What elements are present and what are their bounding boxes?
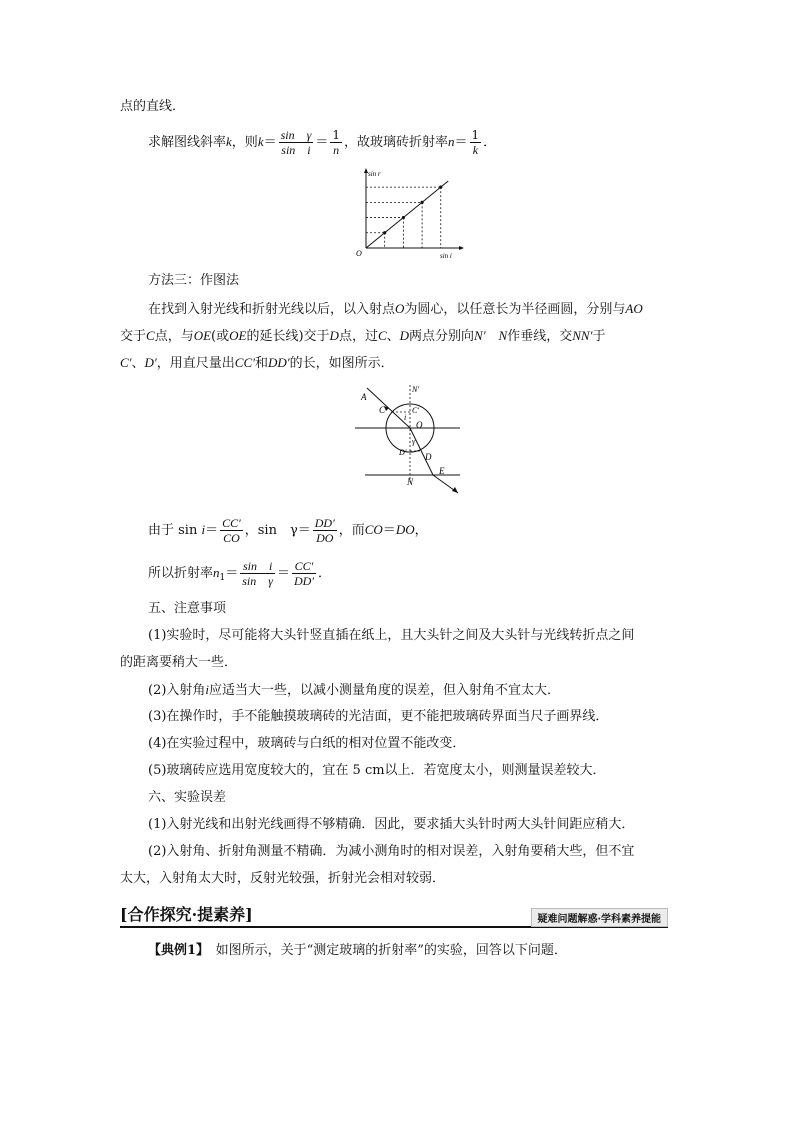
example-line <box>148 942 567 960</box>
data-point <box>439 186 442 189</box>
var: OE <box>193 328 212 343</box>
method-heading <box>148 272 239 290</box>
x-axis-arrow <box>459 246 464 250</box>
text-line <box>148 627 634 645</box>
text-line <box>120 654 237 672</box>
text-line <box>148 843 634 861</box>
text-line <box>148 816 634 834</box>
label-d: D <box>425 452 432 462</box>
text: 于 <box>592 329 606 344</box>
data-point <box>420 201 423 204</box>
text: 、 <box>131 356 145 371</box>
text: ，用直尺量出 <box>156 356 235 371</box>
var: AO <box>625 301 643 316</box>
text: 点的直线． <box>120 99 186 114</box>
text-line <box>120 98 185 116</box>
text: 点，过 <box>338 329 378 344</box>
text: 的延长线)交于 <box>246 329 330 344</box>
fraction <box>313 516 337 545</box>
numerator: CC′ <box>292 559 316 574</box>
var: D <box>399 328 410 343</box>
label-n: N <box>407 477 414 487</box>
banner-title: [合作探究·提素养] <box>120 905 253 924</box>
text: 六、实验误差 <box>148 790 227 805</box>
subscript: 1 <box>219 573 226 583</box>
denominator: k <box>472 143 479 157</box>
denominator: sin i <box>281 143 311 157</box>
text: 应适当大一些，以减小测量角度的误差，但入射角不宜太大． <box>209 683 561 698</box>
denominator: DD′ <box>294 574 314 588</box>
label-n-prime: N′ <box>412 385 420 394</box>
var: i <box>201 522 206 537</box>
var: k <box>257 134 264 149</box>
refraction-circle-diagram <box>355 380 465 498</box>
var: k <box>226 134 232 149</box>
text: 为圆心，以任意长为半径画圆，分别与 <box>404 302 626 317</box>
var: DD′ <box>267 355 290 370</box>
text: 两点分别向 <box>409 329 475 344</box>
text: ＝ <box>225 566 239 581</box>
text: 、 <box>386 329 400 344</box>
text: ＝ <box>315 135 329 150</box>
var: i <box>205 682 210 697</box>
text: ， <box>414 523 428 538</box>
text: 五、注意事项 <box>148 601 227 616</box>
numerator: sin γ <box>280 128 312 142</box>
text: ＝ <box>277 566 291 581</box>
text: (3)在操作时，手不能触摸玻璃砖的光洁面，更不能把玻璃砖界面当尺子画界线． <box>148 709 609 724</box>
text-line <box>148 300 643 319</box>
text: ． <box>483 135 497 150</box>
fraction <box>220 516 243 545</box>
var: CC′ <box>234 355 255 370</box>
section-banner <box>120 904 668 928</box>
example-text: 如图所示，关于“测定玻璃的折射率”的实验，回答以下问题． <box>215 943 567 958</box>
var: CO <box>364 522 383 537</box>
label-o: O <box>416 420 423 430</box>
label-i: i <box>404 413 407 422</box>
text: 点，与 <box>154 329 194 344</box>
text: 作垂线，交 <box>507 329 573 344</box>
text-line <box>120 327 605 346</box>
text: 由于 sin <box>148 523 198 538</box>
data-point <box>383 231 386 234</box>
numerator: sin i <box>240 559 275 574</box>
numerator: CC′ <box>222 516 241 530</box>
label-gamma: γ <box>412 437 416 446</box>
data-point <box>402 216 405 219</box>
text: (1)入射光线和出射光线画得不够精确．因此，要求插大头针时两大头针间距应稍大． <box>148 817 635 832</box>
label-c-prime: C′ <box>412 406 420 415</box>
var: N′ N <box>474 328 508 343</box>
slope-formula <box>148 125 496 160</box>
label-e: E <box>439 466 445 476</box>
text: 的距离要稍大一些． <box>120 655 238 670</box>
text: 在找到入射光线和折射光线以后，以入射点 <box>148 302 396 317</box>
var: n <box>448 134 455 149</box>
fraction <box>470 128 482 157</box>
text-line <box>148 681 560 700</box>
text: (4)在实验过程中，玻璃砖与白纸的相对位置不能改变． <box>148 736 466 751</box>
label-a: A <box>361 392 367 402</box>
label-d-prime: D′ <box>399 448 407 457</box>
fraction <box>279 128 314 157</box>
section-heading <box>148 600 226 618</box>
text: ． <box>317 566 331 581</box>
example-label: 【典例1】 <box>148 943 203 958</box>
text: ，sin γ＝ <box>244 523 311 538</box>
origin-label: O <box>356 249 362 258</box>
text: ＝ <box>205 523 219 538</box>
text-line <box>148 735 465 753</box>
label-c: C <box>379 405 386 415</box>
banner-subtitle: 疑难问题解惑·学科素养提能 <box>531 908 668 927</box>
text: (2)入射角 <box>148 683 206 698</box>
denominator: sin γ <box>242 574 273 588</box>
denominator: DO <box>316 531 334 545</box>
var: O <box>395 301 405 316</box>
text: 求解图线斜率 <box>148 135 227 150</box>
x-axis-label: sin i <box>440 252 452 260</box>
text: ＝ <box>263 135 277 150</box>
y-axis-label: sin r <box>368 170 381 178</box>
text: ，则 <box>231 135 258 150</box>
fit-line <box>366 181 448 248</box>
text-line <box>120 870 445 888</box>
section-heading <box>148 789 226 807</box>
denominator: CO <box>223 531 240 545</box>
text: 交于 <box>120 329 147 344</box>
fraction <box>330 128 342 157</box>
text: 和 <box>254 356 268 371</box>
text: 太大，入射角太大时，反射光较强，折射光会相对较弱． <box>120 871 446 886</box>
var: NN′ <box>572 328 593 343</box>
fraction <box>240 559 275 588</box>
text: (2)入射角、折射角测量不精确．为减小测角时的相对误差，入射角要稍大些，但不宜 <box>148 844 635 859</box>
sin-graph <box>352 166 472 262</box>
var: n <box>213 565 220 580</box>
fraction <box>292 559 316 588</box>
numerator: 1 <box>332 128 340 142</box>
text: 所以折射率 <box>148 566 214 581</box>
var: C <box>377 328 387 343</box>
var: D <box>329 328 339 343</box>
ray-arrow-out <box>452 487 458 493</box>
text: ＝ <box>382 523 396 538</box>
text-line <box>120 354 394 373</box>
var: DO <box>395 522 415 537</box>
numerator: DD′ <box>314 516 335 530</box>
text: (或 <box>211 329 230 344</box>
refractive-index-equation <box>148 556 331 595</box>
var: C <box>146 328 155 343</box>
text: ＝ <box>454 135 468 150</box>
text-line <box>148 762 606 780</box>
text: 方法三：作图法 <box>148 273 240 288</box>
text: 的长，如图所示． <box>289 356 394 371</box>
var: D′ <box>144 355 157 370</box>
var: OE <box>229 328 247 343</box>
var: C′ <box>120 355 132 370</box>
text-line <box>148 708 608 726</box>
text: (5)玻璃砖应选用宽度较大的，宜在 5 cm以上．若宽度太小，则测量误差较大． <box>148 763 606 778</box>
text: ，故玻璃砖折射率 <box>344 135 449 150</box>
sin-ratio-equation <box>148 513 428 548</box>
text: ，而 <box>338 523 365 538</box>
denominator: n <box>333 143 340 157</box>
numerator: 1 <box>471 128 480 142</box>
text: (1)实验时，尽可能将大头针竖直插在纸上，且大头针之间及大头针与光线转折点之间 <box>148 628 635 643</box>
